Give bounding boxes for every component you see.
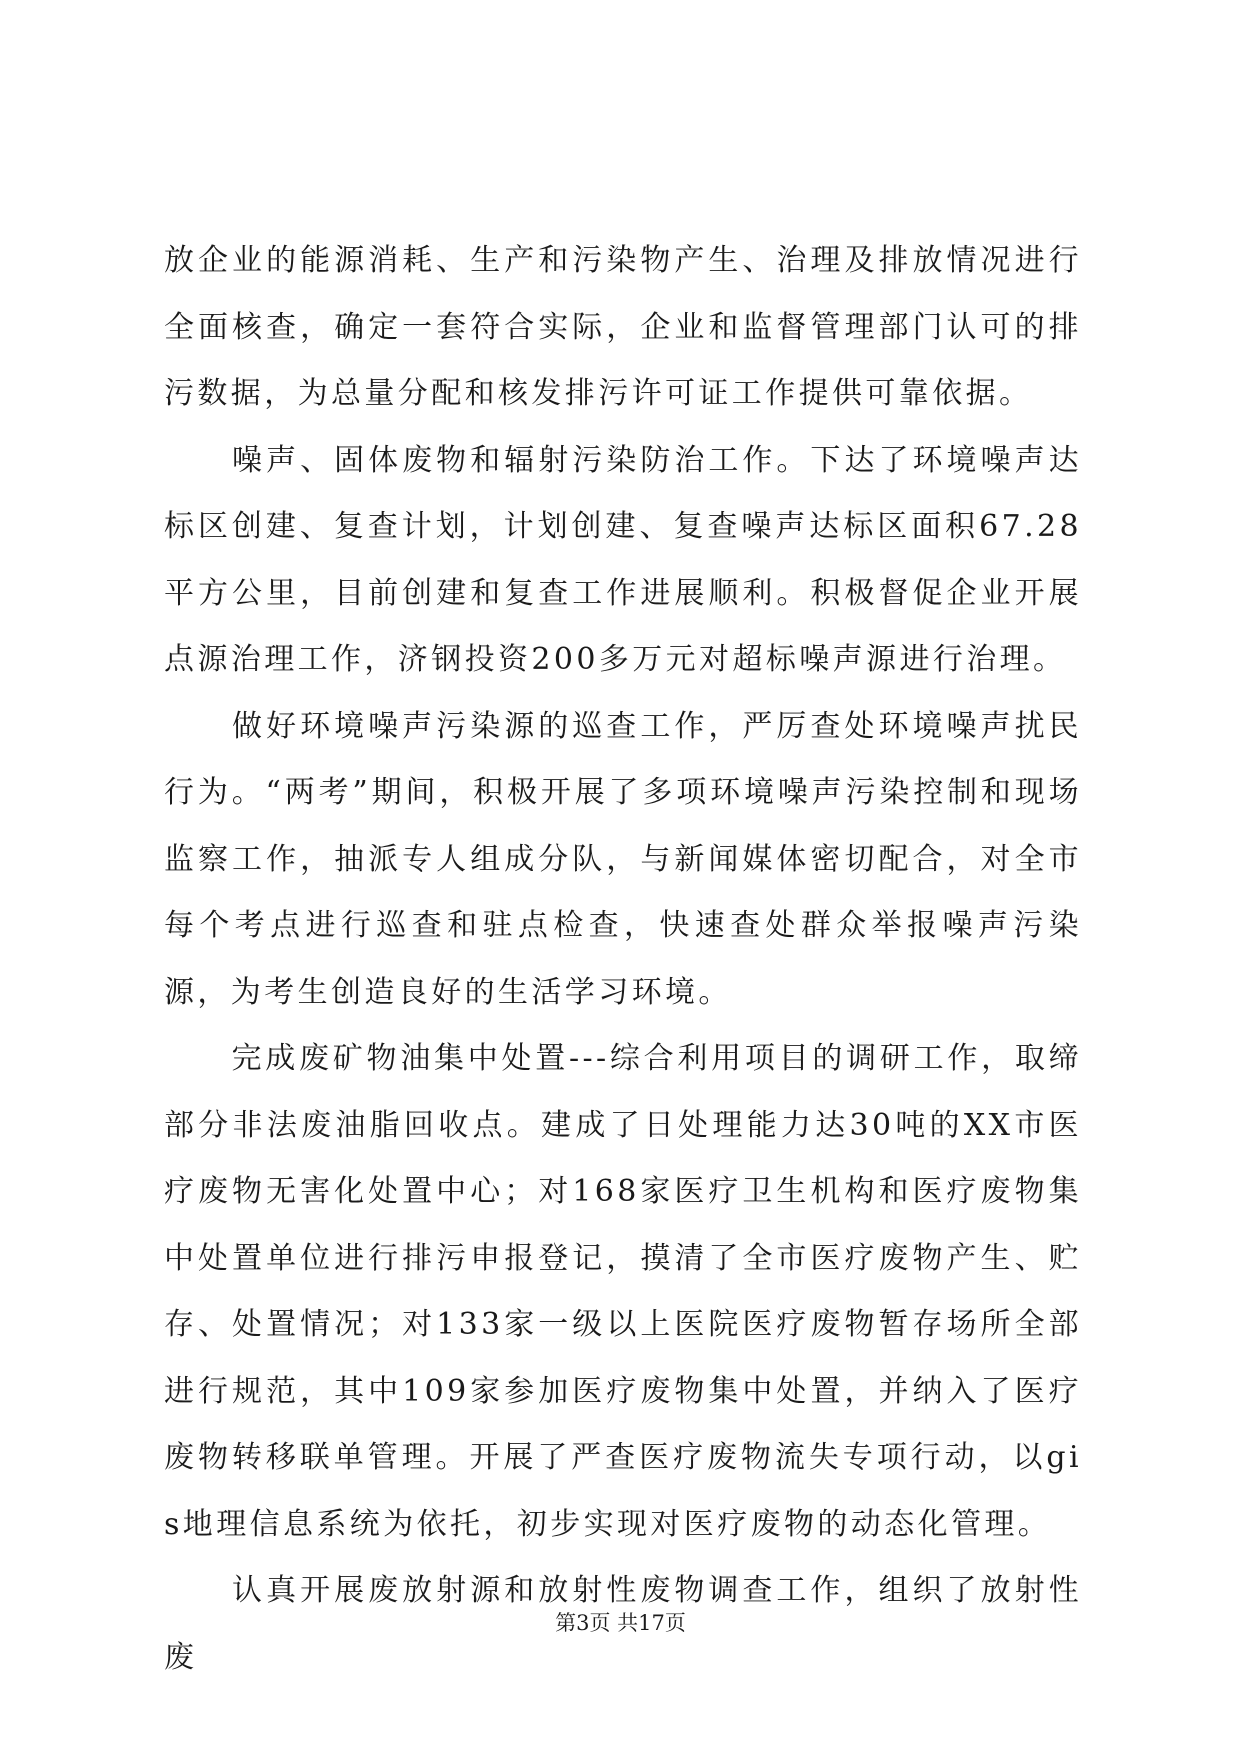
page-number-footer: 第3页 共17页 [555,1611,686,1635]
paragraph-2: 噪声、固体废物和辐射污染防治工作。下达了环境噪声达标区创建、复查计划，计划创建、复查噪声达标区面积67.28平方公里，目前创建和复查工作进展顺利。积极督促企业开展点源治理工作，济钢投资200多万元对超标噪声源进行治理。 [164,442,1082,677]
document-body [164,228,1082,1691]
paragraph-4: 完成废矿物油集中处置---综合利用项目的调研工作，取缔部分非法废油脂回收点。建成了日处理能力达30吨的XX市医疗废物无害化处置中心；对168家医疗卫生机构和医疗废物集中处置单位进行排污申报登记，摸清了全市医疗废物产生、贮存、处置情况；对133家一级以上医院医疗废物暂存场所全部进行规范，其中109家参加医疗废物集中处置，并纳入了医疗废物转移联单管理。开展了严查医疗废物流失专项行动，以gis地理信息系统为依托，初步实现对医疗废物的动态化管理。 [164,1041,1082,1542]
paragraph-3: 做好环境噪声污染源的巡查工作，严厉查处环境噪声扰民行为。“两考”期间，积极开展了多项环境噪声污染控制和现场监察工作，抽派专人组成分队，与新闻媒体密切配合，对全市每个考点进行巡查和驻点检查，快速查处群众举报噪声污染源，为考生创造良好的生活学习环境。 [164,708,1082,1010]
paragraph-1: 放企业的能源消耗、生产和污染物产生、治理及排放情况进行全面核查，确定一套符合实际，企业和监督管理部门认可的排污数据，为总量分配和核发排污许可证工作提供可靠依据。 [164,243,1082,411]
paragraph-5: 认真开展废放射源和放射性废物调查工作，组织了放射性废 [164,1573,1082,1675]
